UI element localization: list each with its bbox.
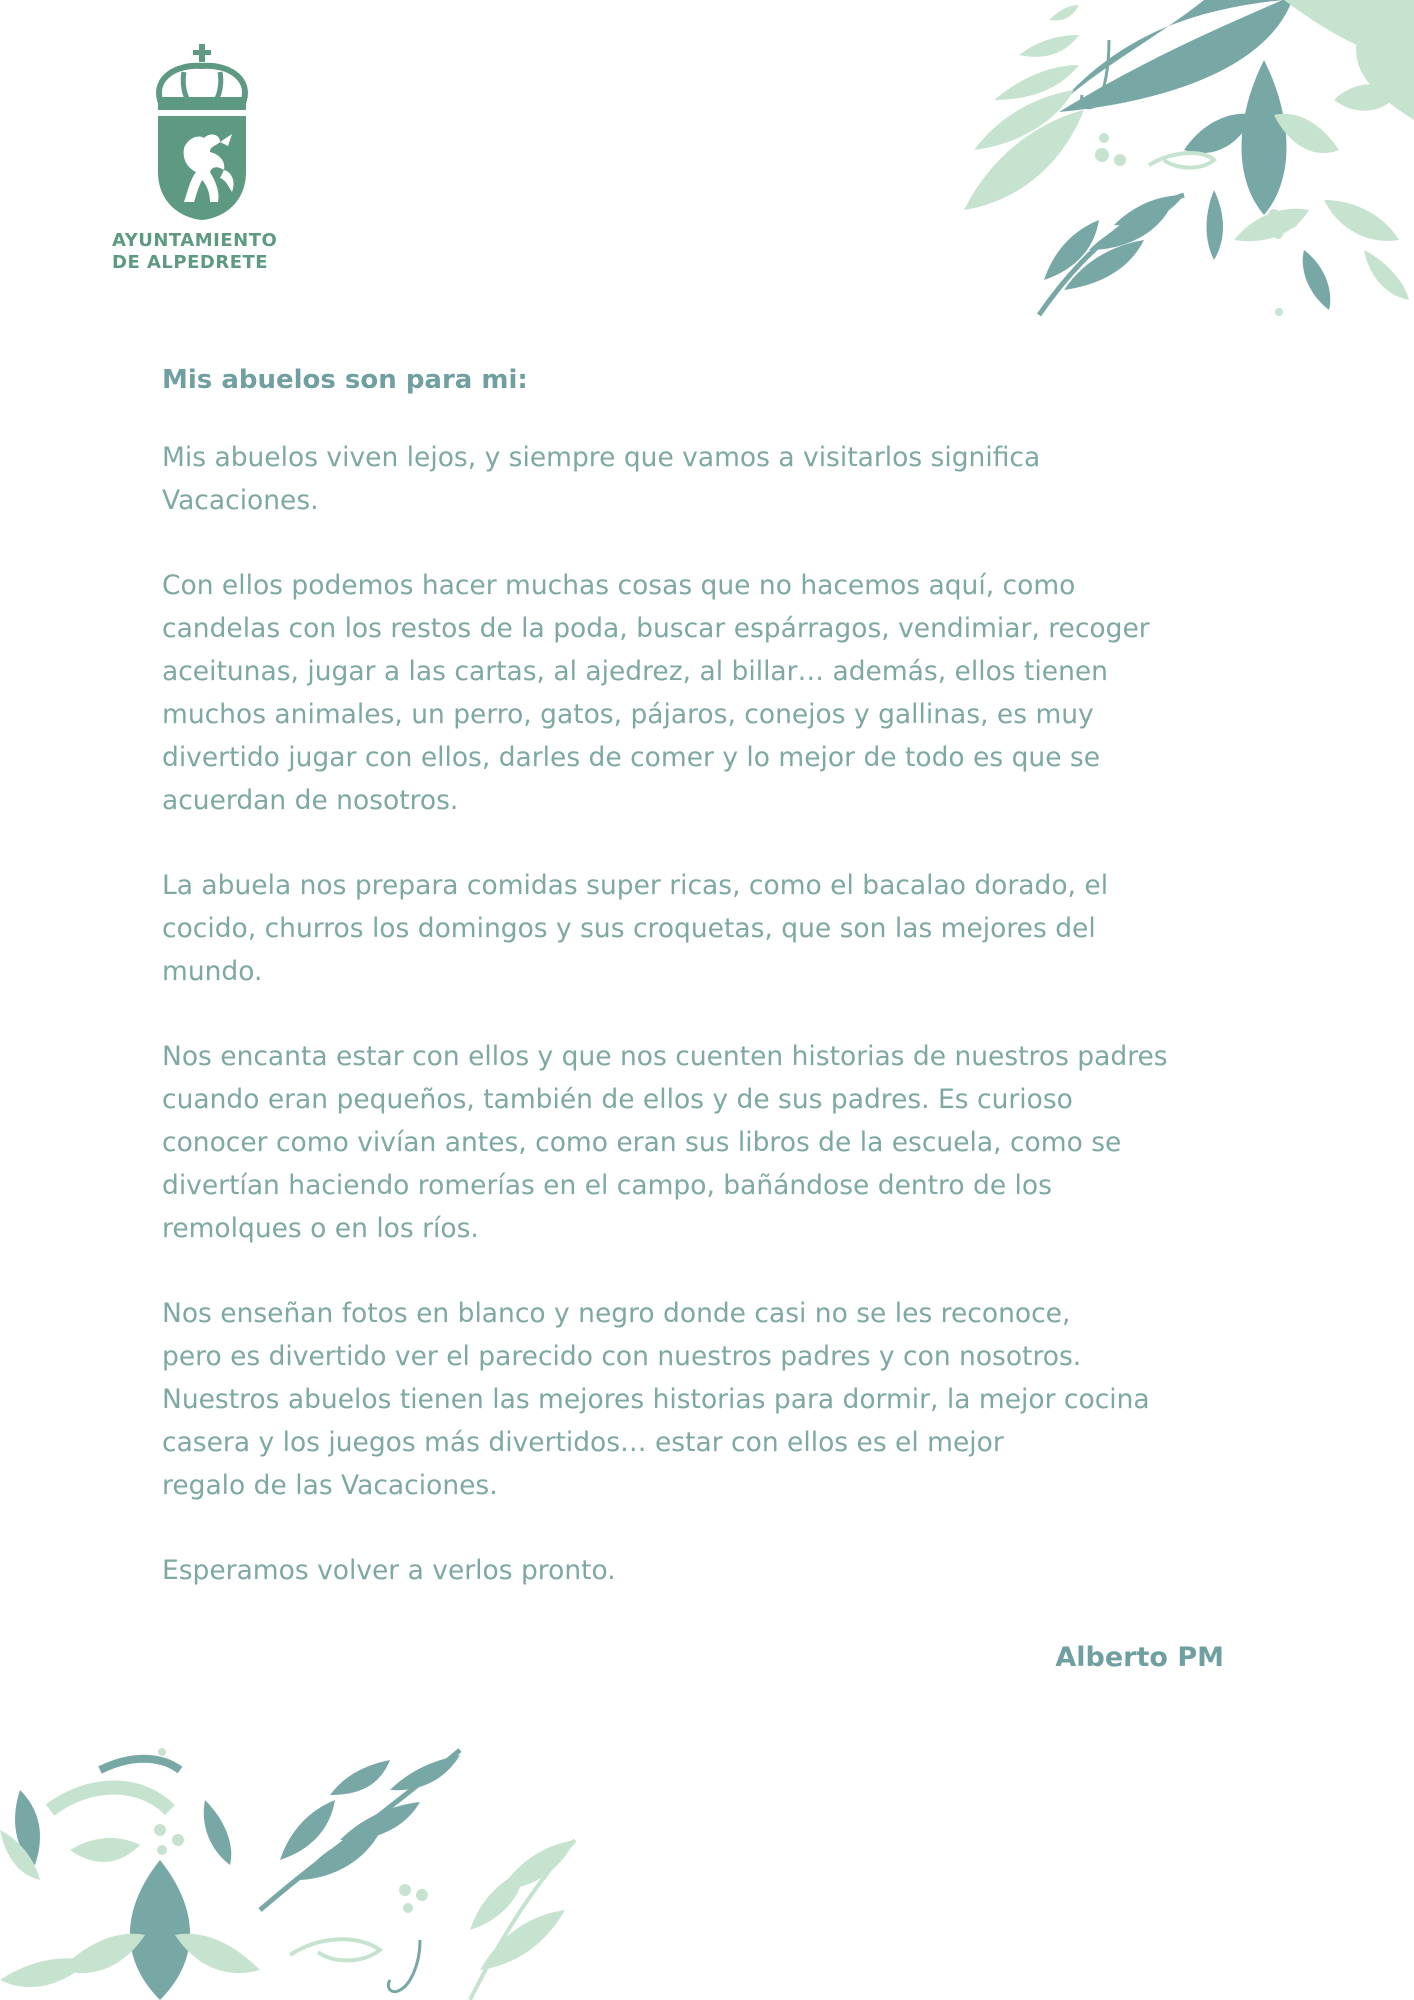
letter-heading: Mis abuelos son para mi:	[162, 365, 528, 395]
paragraph: Con ellos podemos hacer muchas cosas que no hacemos aquí, como candelas con los restos de la poda, buscar espárragos, vendimiar, recoger aceitunas, jugar a las cartas, al ajedrez, al billar… además, ellos tienen muchos animales, un perro, gatos, pájaros, conejos y gallinas, es muy divertido jugar con ellos, darles de comer y lo mejor de todo es que se acuerdan de nosotros.	[162, 570, 1150, 816]
paragraph: La abuela nos prepara comidas super ricas, como el bacalao dorado, el cocido, churros los domingos y sus croquetas, que son las mejores del mundo.	[162, 870, 1109, 987]
signature: Alberto PM	[1055, 1642, 1224, 1673]
floral-decoration-top	[854, 0, 1414, 330]
logo-line-2: DE ALPEDRETE	[112, 252, 269, 273]
municipal-logo	[110, 42, 310, 274]
logo-line-1: AYUNTAMIENTO	[112, 230, 278, 251]
logo-text	[110, 230, 310, 274]
letter-body	[162, 362, 1242, 1634]
coat-of-arms-icon	[154, 42, 250, 222]
paragraph: Mis abuelos viven lejos, y siempre que vamos a visitarlos significa Vacaciones.	[162, 442, 1041, 516]
paragraph: Nos enseñan fotos en blanco y negro donde casi no se les reconoce, pero es divertido ver el parecido con nuestros padres y con nosotros. Nuestros abuelos tienen las mejores historias para dormir, la mejor cocina casera y los juegos más divertidos… estar con ellos es el mejor regalo de las Vacaciones.	[162, 1298, 1150, 1501]
paragraph: Nos encanta estar con ellos y que nos cuenten historias de nuestros padres cuando eran pequeños, también de ellos y de sus padres. Es curioso conocer como vivían antes, como eran sus libros de la escuela, como se divertían haciendo romerías en el campo, bañándose dentro de los remolques o en los ríos.	[162, 1041, 1168, 1244]
paragraph: Esperamos volver a verlos pronto.	[162, 1555, 616, 1586]
floral-decoration-bottom	[0, 1740, 600, 2000]
